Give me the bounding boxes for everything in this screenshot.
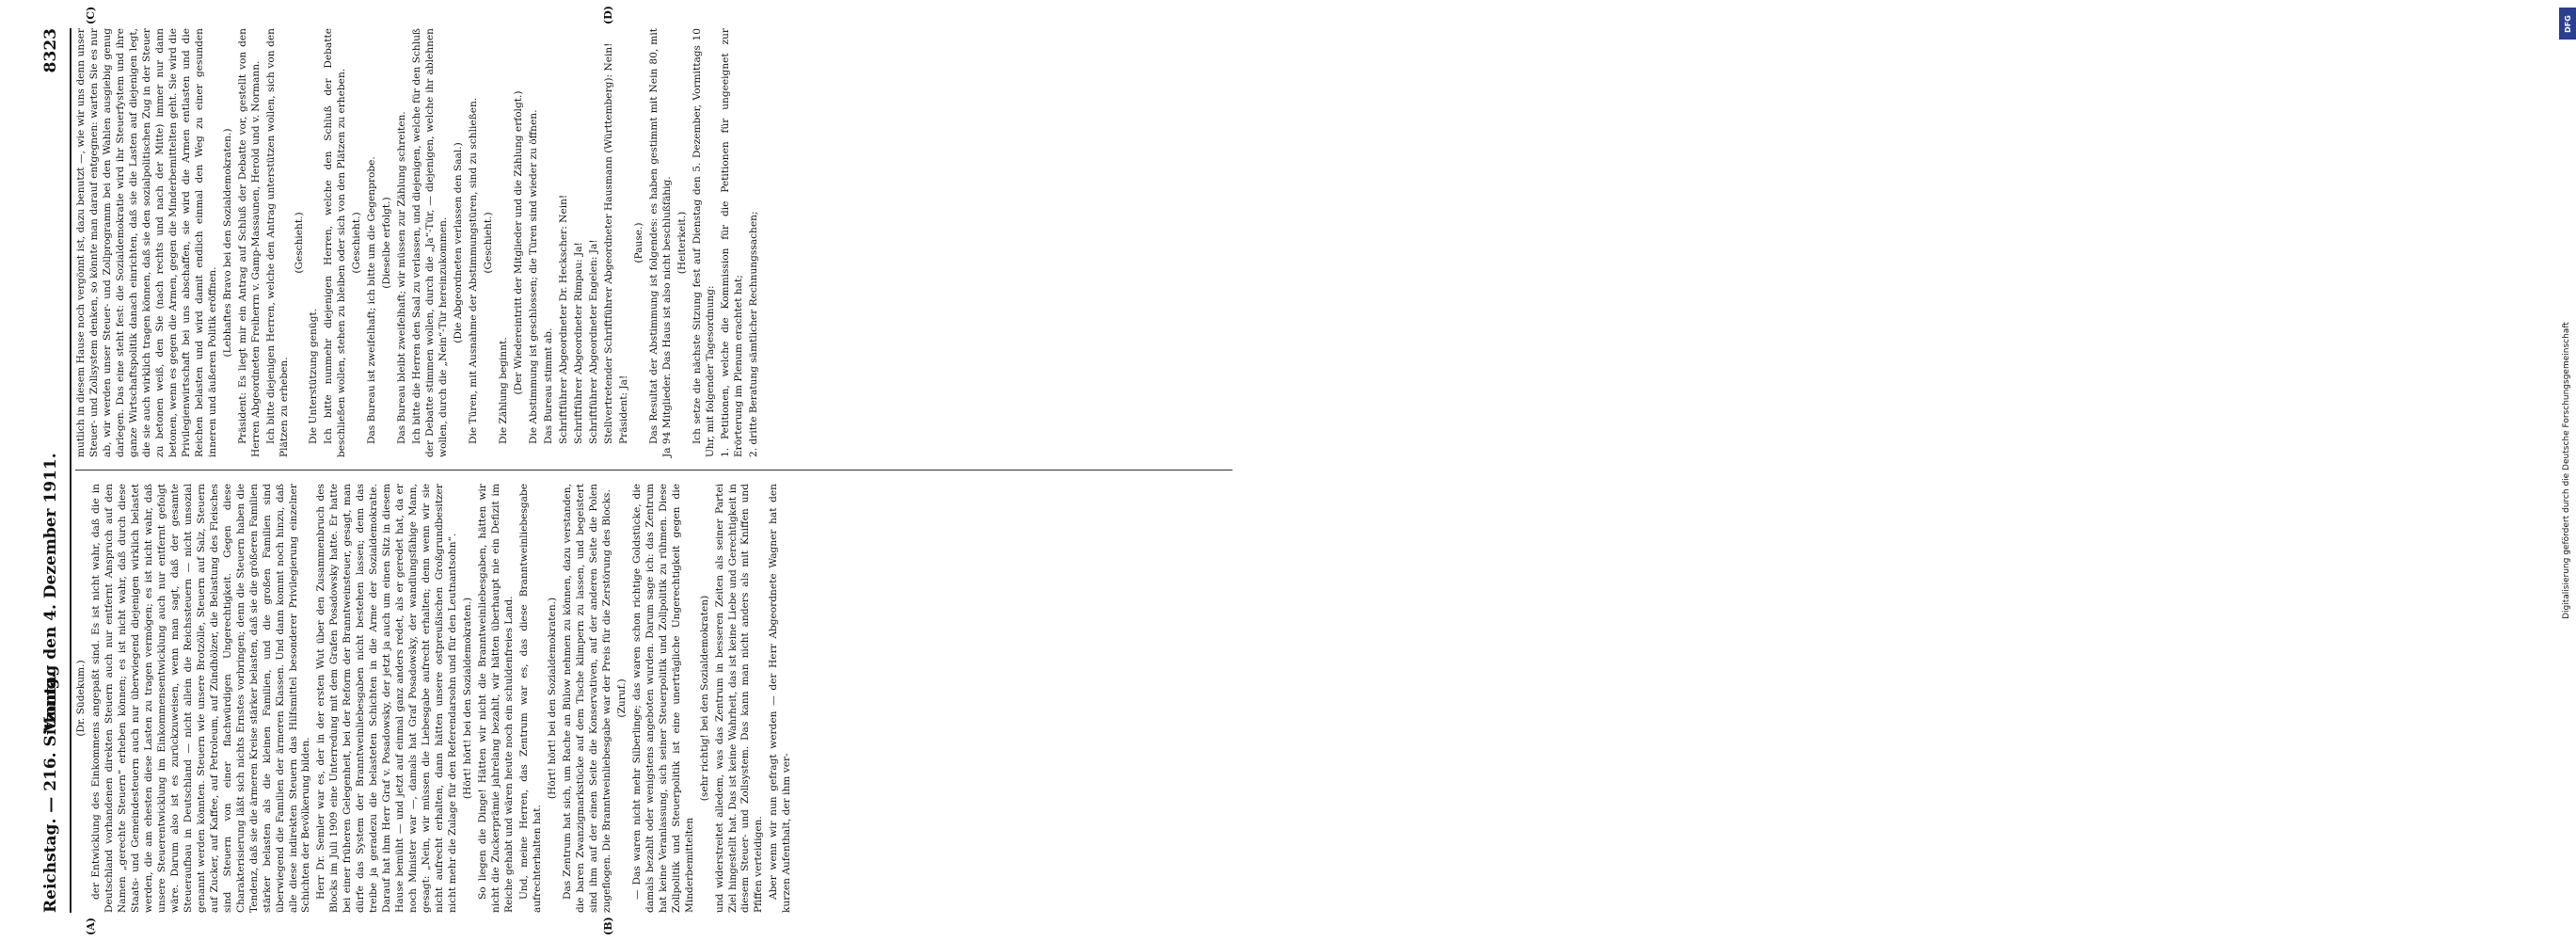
page-number: 8323: [41, 28, 60, 73]
dfg-logo-text: DFG: [2563, 14, 2572, 33]
digitization-note: Digitalisierung gefördert durch die Deutsche Forschungsgemeinschaft: [2562, 322, 2571, 619]
paragraph: Präsident: Es liegt mir ein Antrag auf Schluß der Debatte vor, gestellt von den Herren Abgeordneten Freiherrn v. Gamp-Massaunen, Herold und v. Normann.: [236, 28, 262, 457]
paragraph: Aber wenn wir nun gefragt werden — der Herr Abgeordnete Wagner hat den kurzen Aufenthalt, der ihm ver-: [768, 484, 793, 913]
paragraph: So liegen die Dinge! Hätten wir nicht die Branntweinliebesgaben, hätten wir nicht die Zuckerprämie jahrelang bezahlt, wir hätten überhaupt nie ein Defizit im Reiche gehabt und wären heute noch ein schuldenfreies Land.: [477, 484, 515, 913]
left-text-column: [75, 484, 1232, 913]
paragraph: Präsident: Ja!: [617, 375, 629, 444]
interjection: (Geschieht.): [351, 212, 363, 274]
paragraph: Die Zählung beginnt.: [498, 337, 510, 444]
paragraph: mutlich in diesem Hause noch vergönnt ist, dazu benutzt —, wie wir uns denn unser Steuer- und Zollsystem denken, so könnte man darauf entgegnen: warten Sie es nur ab, wir werden unser Steuer- und Zollprogramm bei den Wahlen ausgiebig genug darlegen. Das eine steht fest: die Sozialdemokratie wird ihr Steuerfystem und ihre ganze Wirtschaftspolitik danach einrichten, daß sie die Lasten auf diejenigen legt, die sie auch wirklich tragen können, daß sie den sozialpolitischen Zug in der Steuer zu betonen weiß, den Sie (nach rechts und nach der Mitte) immer nur dann betonen, wenn es gegen die Armen, gegen die Minderbemittelten geht. Sie wird die Privilegienwirtschaft bei uns abschaffen, sie wird die Armen entlasten und die Reichen belasten und wird damit endlich einmal den Weg zu einer gesunden inneren und äußeren Politik eröffnen.: [75, 28, 218, 457]
paragraph: Das Bureau ist zweifelhaft; ich bitte um die Gegenprobe.: [366, 156, 378, 444]
paragraph: Das Zentrum hat sich, um Rache an Bülow nehmen zu können, dazu verstanden, die baren Zwanzigmarkstücke auf dem Tische klimpern zu lassen, und begeistert sind ihm auf der einen Seite die Konservativen, auf der anderen Seite die Polen zugeflogen. Die Branntweinliebesgabe war der Preis für die Zerstörung des Blocks.: [561, 484, 612, 913]
paragraph: — Das waren nicht mehr Silberlinge; das waren schon richtige Goldstücke, die damals bezahlt oder wenigstens angeboten wurden. Darum sage ich: das Zentrum hat keine Veranlassung, sich seiner Steuerpolitik und Zollpolitik zu rühmen. Diese Zollpolitik und Steuerpolitik ist eine unerträgliche Ungerechtigkeit gegen die Minderbemittelten: [630, 484, 695, 913]
interjection: (Der Wiedereintritt der Mitglieder und die Zählung erfolgt.): [513, 90, 525, 395]
margin-marker-a: (A): [85, 917, 97, 935]
interjection: (Hört! hört! bei den Sozialdemokraten.): [546, 597, 558, 800]
interjection: (Lebhaftes Bravo bei den Sozialdemokraten.): [221, 128, 233, 358]
paragraph: Ich bitte nunmehr diejenigen Herren, welche den Schluß der Debatte beschließen wollen, stehen zu bleiben oder sich von den Plätzen zu erheben.: [323, 28, 348, 457]
interjection: (Geschieht.): [483, 212, 495, 274]
header-date: Montag den 4. Dezember 1911.: [41, 453, 60, 734]
paragraph: Das Bureau stimmt ab.: [542, 327, 554, 444]
interjection: (Zuruf.): [615, 678, 628, 718]
paragraph: Und, meine Herren, das Zentrum war es, das diese Branntweinliebesgabe aufrechterhalten hat.: [517, 484, 543, 913]
page-header: [36, 28, 68, 913]
right-text-column: [75, 28, 1232, 457]
paragraph: Herr Dr. Semler war es, der in der ersten Wut über den Zusammenbruch des Blocks im Juli 1909 eine Unterredung mit dem Grafen Posadowsky hatte. Er hatte bei einer früheren Gelegenheit, bei der Reform der Branntweinsteuer, gesagt, man dürfe das System der Branntweinliebesgaben nicht bestehen lassen; denn das treibe ja geradezu die belasteten Schichten in die Arme der Sozialdemokratie. Darauf hat ihm Herr Graf v. Posadowsky, der jetzt ja auch um einen Sitz in diesem Hause bemüht — und jetzt auf einmal ganz anders redet, als er geredet hat, da er noch Minister war —, damals hat Graf Posadowsky, der wandlungsfähige Mann, gesagt: „Nein, wir müssen die Liebesgabe aufrecht erhalten; denn wenn wir sie nicht aufrecht erhalten, dann hätten unsere ostpreußischen Großgrundbesitzer nicht mehr die Zulage für den Referendarsohn und für den Leutnantsohn“.: [315, 484, 459, 913]
dfg-logo: [2559, 8, 2576, 40]
margin-marker-c: (C): [85, 6, 97, 24]
paragraph: Das Resultat der Abstimmung ist folgendes: es haben gestimmt mit Nein 80, mit Ja 94 Mitglieder. Das Haus ist also nicht beschlußfähig.: [647, 28, 673, 457]
interjection: (Pause.): [632, 222, 644, 263]
margin-marker-b: (B): [602, 917, 614, 935]
paragraph: Ich bitte diejenigen Herren, welche den Antrag unterstützen wollen, sich von den Plätzen zu erheben.: [264, 28, 290, 457]
interjection: (Heiterkeit.): [676, 211, 688, 275]
paragraph: Schriftführer Abgeordneter Dr. Heckscher: Nein!: [557, 194, 569, 444]
interjection: (Die Abgeordneten verlassen den Saal.): [453, 142, 465, 343]
paragraph: und widerstreitet alledem, was das Zentrum in besseren Zeiten als seiner Partei Ziel hingestellt hat. Das ist keine Wahrheit, das ist keine Liebe und Gerechtigkeit in diesem Steuer- und Zollsystem. Das kann man nicht anders als mit Kniffen und Pfiffen verteidigen.: [713, 484, 765, 913]
rotated-page-content: [0, 0, 1280, 941]
paragraph: Stellvertretender Schriftführer Abgeordneter Hausmann (Württemberg): Nein!: [602, 42, 614, 444]
header-left-title: Reichstag. — 216. Sitzung.: [41, 672, 60, 913]
header-rule: [70, 28, 72, 913]
paragraph: Die Unterstützung genügt.: [308, 308, 320, 444]
agenda-item: 1. Petitionen, welche die Kommission für die Petitionen für ungeeignet zur Erörterung im Plenum erachtet hat;: [719, 28, 744, 457]
paragraph: Schriftführer Abgeordneter Engelen: Ja!: [587, 239, 599, 444]
paragraph: Die Türen, mit Ausnahme der Abstimmungstüren, sind zu schließen.: [468, 97, 480, 444]
interjection: (Dieselbe erfolgt.): [381, 197, 393, 289]
interjection: (Geschieht.): [293, 212, 305, 274]
paragraph: Ich setze die nächste Sitzung fest auf Dienstag den 5. Dezember, Vormittags 10 Uhr, mit folgender Tagesordnung:: [691, 28, 716, 457]
paragraph: der Entwicklung des Einkommens angepaßt sind. Es ist nicht wahr, daß die in Deutschland vorhandenen direkten Steuern auch nur entfernt Anspruch auf den Namen „gerechte Steuern“ erheben können; es ist nicht wahr, daß durch diese Staats- und Gemeindesteuern auch nur überwiegend diejenigen wirklich belastet werden, die am ehesten diese Lasten zu tragen vermögen; es ist nicht wahr, daß unsere Steuerentwicklung im Einkommensentwicklung auch nur entfernt gefolgt wäre. Darum also ist es zurückzuweisen, wenn man sagt, daß der gesamte Steueraufbau in Deutschland — nicht allein die Reichssteuern — nicht unsozial genannt werden könnten. Steuern wie unsere Brotzölle, Steuern auf Salz, Steuern auf Zucker, auf Kaffee, auf Petroleum, auf Zündhölzer, die Belastung des Fleisches sind Steuern von einer flachwürdigen Ungerechtigkeit. Gegen diese Charakterisierung läßt sich nichts Ernstes vorbringen; denn die Steuern haben die Tendenz, daß sie die ärmeren Kreise stärker belasten, daß sie die größeren Familien stärker belasten als die kleinen Familien, und die großen Familien sind überwiegend die Familien der ärmeren Klassen. Und dann kommt noch hinzu, daß alle diese indirekten Steuern das Hilfsmittel besonderer Privilegierung einzelner Schichten der Bevölkerung bilden.: [89, 484, 312, 913]
paragraph: Schriftführer Abgeordneter Rimpau: Ja!: [572, 242, 584, 444]
paragraph: Die Abstimmung ist geschlossen; die Türen sind wieder zu öffnen.: [528, 109, 539, 444]
interjection: (Hört! hört! bei den Sozialdemokraten.): [462, 597, 474, 800]
agenda-item: 2. dritte Beratung sämtlicher Rechnungssachen;: [747, 211, 759, 457]
speaker-note: (Dr. Südekum.): [75, 660, 87, 737]
side-margin: [1278, 0, 2572, 941]
paragraph: Das Bureau bleibt zweifelhaft; wir müssen zur Zählung schreiten.: [396, 111, 408, 444]
interjection: (sehr richtig! bei den Sozialdemokraten): [698, 595, 710, 802]
margin-marker-d: (D): [602, 6, 614, 24]
paragraph: Ich bitte die Herren den Saal zu verlassen, und diejenigen, welche für den Schluß der Debatte stimmen wollen, durch die „Ja“-Tür, — diejenigen, welche ihr ablehnen wollen, durch die „Nein“-Tür hereinzukommen.: [411, 28, 450, 457]
